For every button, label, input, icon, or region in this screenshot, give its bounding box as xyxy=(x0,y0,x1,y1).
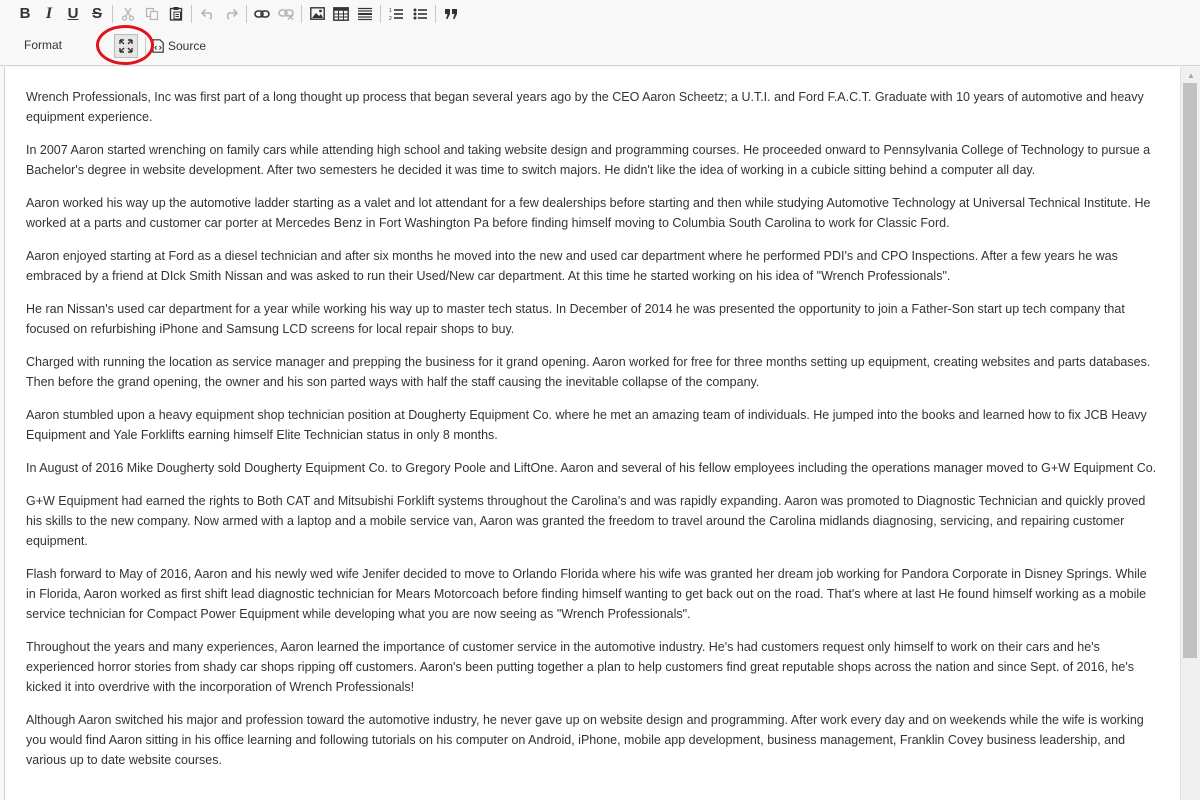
blockquote-button[interactable] xyxy=(440,2,462,26)
vertical-scrollbar[interactable] xyxy=(1180,67,1200,800)
toolbar-separator xyxy=(380,5,381,23)
strikethrough-button[interactable] xyxy=(86,2,108,26)
source-button[interactable] xyxy=(152,35,206,57)
svg-text:2: 2 xyxy=(388,15,392,21)
bold-button[interactable] xyxy=(14,2,36,26)
paragraph: Throughout the years and many experiences, Aaron learned the importance of customer service in the automotive industry. He's had customers request only himself to work on their cars and he's experienced horror stories from shady car shops ripping off customers. Aaron's been putting together a plan to help customers find great reputable shops across the nation and since Sept. of 2016, he's kicked it into overdrive with the incorporation of Wrench Professionals! xyxy=(26,640,1134,694)
cut-icon xyxy=(121,7,135,21)
numbered-list-button[interactable] xyxy=(385,2,407,26)
source-label: Source xyxy=(168,39,207,53)
link-icon xyxy=(254,9,270,19)
table-button[interactable] xyxy=(330,2,352,26)
paragraph: Although Aaron switched his major and profession toward the automotive industry, he never gave up on website design and programming. After work every day and on weekends while the wife is working you would find Aaron sitting in his office learning and following tutorials on his computer on Android, iPhone, mobile app development, business management, Franklin Covey business leadership, and various up to date website courses. xyxy=(26,713,1144,767)
toolbar-separator xyxy=(191,5,192,23)
toolbar-separator xyxy=(435,5,436,23)
paragraph: In 2007 Aaron started wrenching on family cars while attending high school and taking website design and programming courses. He proceeded onward to Pennsylvania College of Technology to pursue a Bachelor's degree in website development. After two semesters he decided it was time to switch majors. He didn't like the idea of working in a cubicle sitting behind a computer all day. xyxy=(26,143,1151,177)
toolbar-separator xyxy=(112,5,113,23)
editor-content xyxy=(5,67,1180,770)
undo-button[interactable] xyxy=(196,2,218,26)
svg-text:1: 1 xyxy=(388,7,392,14)
toolbar-row-1 xyxy=(14,0,464,27)
strikethrough-icon: S xyxy=(91,5,102,22)
paragraph: Aaron enjoyed starting at Ford as a diesel technician and after six months he moved into the new and used car department where he performed PDI's and CPO Inspections. After a few years he was embraced by a friend at DIck Smith Nissan and was asked to run their Used/New car department. At this time he started working on his idea of "Wrench Professionals". xyxy=(26,249,1118,283)
paragraph: Aaron stumbled upon a heavy equipment shop technician position at Dougherty Equipment Co. where he met an amazing team of individuals. He jumped into the books and learned how to fix JCB Heavy Equipment and Yale Forklifts earning himself Elite Technician status in only 8 months. xyxy=(26,408,1147,442)
paragraph: He ran Nissan's used car department for a year while working his way up to master tech status. In December of 2014 he was presented the opportunity to join a Father-Son start up tech company that focused on refurbishing iPhone and Samsung LCD screens for local repair shops to buy. xyxy=(26,302,1125,336)
copy-icon xyxy=(145,7,159,21)
paragraph: G+W Equipment had earned the rights to Both CAT and Mitsubishi Forklift systems throughout the Carolina's and was rapidly expanding. Aaron was promoted to Diagnostic Technician and quickly proved his skills to the new company. Now armed with a laptop and a mobile service van, Aaron was granted the freedom to travel around the Carolina midlands diagnosing, servicing, and repairing customer equipment. xyxy=(26,494,1146,548)
scrollbar-thumb[interactable] xyxy=(1183,83,1197,658)
copy-button[interactable] xyxy=(141,2,163,26)
undo-icon xyxy=(200,8,215,20)
format-dropdown[interactable]: Format xyxy=(24,38,63,52)
paragraph: Aaron worked his way up the automotive ladder starting as a valet and lot attendant for a few dealerships before starting and then while studying Automotive Technology at Universal Technical Institute. He worked at a parts and customer car porter at Mercedes Benz in Fort Washington Pa before finding himself moving to Columbia South Carolina to work for Classic Ford. xyxy=(26,196,1151,230)
horizontal-line-icon xyxy=(357,7,373,21)
bulleted-list-icon xyxy=(413,7,428,21)
paste-icon xyxy=(169,6,183,21)
highlight-circle xyxy=(96,25,154,65)
paragraph: In August of 2016 Mike Dougherty sold Dougherty Equipment Co. to Gregory Poole and LiftOne. Aaron and several of his fellow employees including the operations manager moved to G+W Equipment Co. xyxy=(26,461,1157,475)
table-icon xyxy=(333,7,349,21)
italic-icon: I xyxy=(45,4,53,22)
toolbar-separator xyxy=(246,5,247,23)
image-button[interactable] xyxy=(306,2,328,26)
bulleted-list-button[interactable] xyxy=(409,2,431,26)
numbered-list-icon xyxy=(389,7,404,21)
paragraph: Wrench Professionals, Inc was first part of a long thought up process that began several years ago by the CEO Aaron Scheetz; a U.T.I. and Ford F.A.C.T. Graduate with 10 years of automotive and heavy equipment experience. xyxy=(26,90,1144,124)
paste-button[interactable] xyxy=(165,2,187,26)
underline-icon: U xyxy=(67,5,79,22)
link-button[interactable] xyxy=(251,2,273,26)
editor-content-area[interactable] xyxy=(4,67,1180,800)
unlink-button[interactable] xyxy=(275,2,297,26)
paragraph: Flash forward to May of 2016, Aaron and his newly wed wife Jenifer decided to move to Orlando Florida where his wife was granted her dream job working for Pandora Corporate in Disney Springs. While in Florida, Aaron worked as first shift lead diagnostic technician for Mears Motorcoach before finding himself wanting to get back out on the road. That's where at last He found himself working as a mobile service technician for Compact Power Equipment while developing what you are now seeing as "Wrench Professionals". xyxy=(26,567,1147,621)
editor-toolbar xyxy=(0,0,1200,66)
toolbar-separator xyxy=(301,5,302,23)
paragraph: Charged with running the location as service manager and prepping the business for it grand opening. Aaron worked for free for three months setting up equipment, creating websites and parts databases. Then before the grand opening, the owner and his son parted ways with half the staff causing the inevitable collapse of the company. xyxy=(26,355,1151,389)
cut-button[interactable] xyxy=(117,2,139,26)
redo-icon xyxy=(224,8,239,20)
italic-button[interactable] xyxy=(38,2,60,26)
image-icon xyxy=(310,7,325,20)
unlink-icon xyxy=(278,8,294,20)
blockquote-icon xyxy=(444,8,458,20)
redo-button[interactable] xyxy=(220,2,242,26)
horizontal-line-button[interactable] xyxy=(354,2,376,26)
underline-button[interactable] xyxy=(62,2,84,26)
scroll-up-arrow-icon[interactable]: ▲ xyxy=(1187,70,1195,80)
bold-icon: B xyxy=(19,5,31,22)
